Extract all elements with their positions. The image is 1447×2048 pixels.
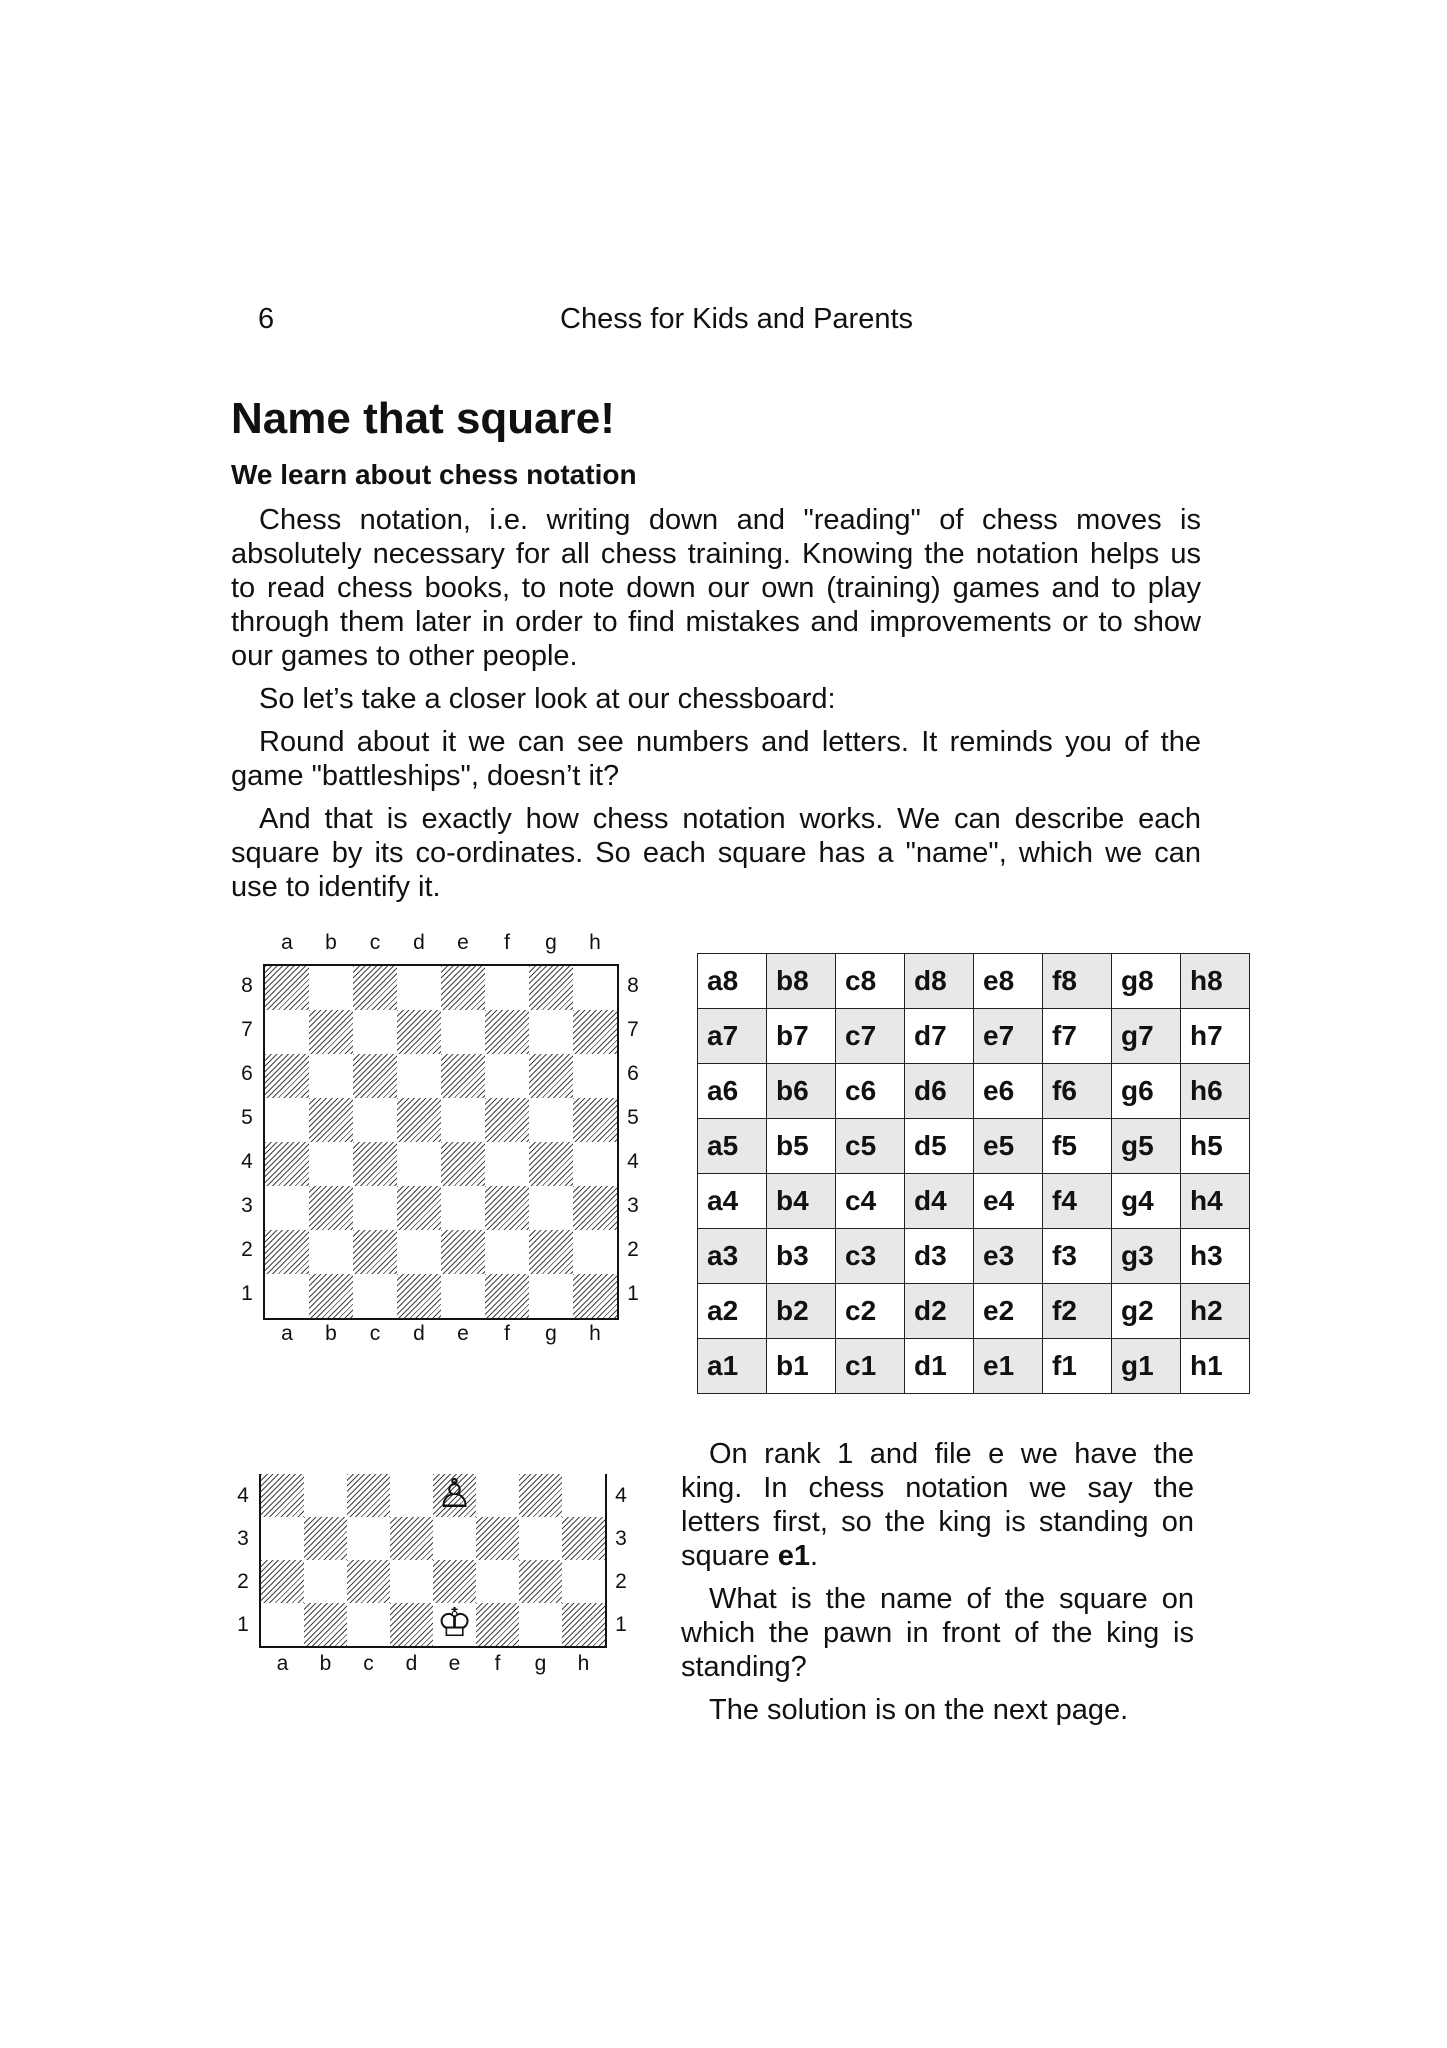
square-name-cell: b6 — [767, 1064, 836, 1119]
board-square — [485, 1098, 529, 1142]
file-label: e — [457, 931, 469, 954]
board-square — [485, 1010, 529, 1054]
file-label: h — [577, 1652, 590, 1675]
square-name-cell: a3 — [698, 1229, 767, 1284]
board-square — [562, 1560, 605, 1603]
rank-label: 6 — [241, 1062, 253, 1085]
rank-label: 7 — [627, 1018, 639, 1041]
rank-label: 4 — [627, 1150, 639, 1173]
board-square — [265, 1230, 309, 1274]
rank-label: 3 — [237, 1526, 249, 1550]
board-square — [309, 966, 353, 1010]
board-square — [441, 1010, 485, 1054]
file-label: g — [545, 1322, 557, 1345]
rank-label: 3 — [627, 1194, 639, 1217]
square-name-cell: d8 — [905, 954, 974, 1009]
rank-label: 7 — [241, 1018, 253, 1041]
board-square — [397, 1186, 441, 1230]
square-name-cell: c2 — [836, 1284, 905, 1339]
board-square — [309, 1098, 353, 1142]
page-number: 6 — [258, 303, 275, 335]
paragraph: What is the name of the square on which the pawn in front of the king is standing? — [681, 1583, 1194, 1683]
board-grid — [263, 964, 619, 1320]
square-name-cell: e5 — [974, 1119, 1043, 1174]
board-square — [573, 1274, 617, 1318]
file-label: d — [405, 1652, 418, 1675]
board-square — [265, 966, 309, 1010]
board-square — [390, 1474, 433, 1517]
square-name-cell: a5 — [698, 1119, 767, 1174]
file-label: e — [457, 1322, 469, 1345]
paragraph: And that is exactly how chess notation works. We can describe each square by its co-ordinates. So each square has a "name", which we can use to identify it. — [231, 803, 1201, 903]
file-label: c — [369, 931, 381, 954]
square-name-cell: e8 — [974, 954, 1043, 1009]
file-label: a — [281, 931, 293, 954]
rank-label: 1 — [627, 1282, 639, 1305]
square-name-cell: e3 — [974, 1229, 1043, 1284]
rank-label: 1 — [237, 1612, 249, 1636]
rank-label: 4 — [237, 1483, 249, 1507]
board-square — [397, 1230, 441, 1274]
board-square — [390, 1517, 433, 1560]
square-name-cell: g7 — [1112, 1009, 1181, 1064]
board-square — [519, 1560, 562, 1603]
board-square — [441, 1186, 485, 1230]
board-square — [562, 1517, 605, 1560]
file-label: g — [534, 1652, 547, 1675]
square-name-cell: h4 — [1181, 1174, 1250, 1229]
board-square — [347, 1517, 390, 1560]
board-square — [304, 1474, 347, 1517]
square-name-cell: f8 — [1043, 954, 1112, 1009]
table-row — [698, 1174, 1250, 1229]
square-name-cell: d5 — [905, 1119, 974, 1174]
square-name-cell: f2 — [1043, 1284, 1112, 1339]
square-name-cell: c7 — [836, 1009, 905, 1064]
board-square — [441, 1098, 485, 1142]
board-square — [309, 1230, 353, 1274]
white-pawn-icon: ♙ — [436, 1471, 473, 1516]
rank-label: 3 — [241, 1194, 253, 1217]
board-square — [441, 966, 485, 1010]
square-name-cell: c1 — [836, 1339, 905, 1394]
square-name-cell: f1 — [1043, 1339, 1112, 1394]
file-label: a — [276, 1652, 289, 1675]
section-subtitle: We learn about chess notation — [231, 459, 637, 490]
board-square — [519, 1603, 562, 1646]
board-square — [353, 1274, 397, 1318]
board-square — [519, 1474, 562, 1517]
board-square — [573, 1142, 617, 1186]
table-row — [698, 1229, 1250, 1284]
square-name-cell: e1 — [974, 1339, 1043, 1394]
square-name-cell: g4 — [1112, 1174, 1181, 1229]
board-square — [353, 1230, 397, 1274]
board-square — [529, 1098, 573, 1142]
side-text-part: . — [810, 1540, 819, 1572]
board-square — [265, 1274, 309, 1318]
board-square — [485, 966, 529, 1010]
rank-label: 2 — [237, 1569, 249, 1593]
board-square — [304, 1603, 347, 1646]
file-label: d — [413, 931, 425, 954]
square-name-cell: b5 — [767, 1119, 836, 1174]
side-text-part: On rank 1 and file e we have the king. In chess notation we say the letters first, so the king is standing on square — [681, 1438, 1194, 1572]
board-square — [353, 966, 397, 1010]
square-name-cell: a2 — [698, 1284, 767, 1339]
board-square — [573, 1186, 617, 1230]
square-name-cell: f7 — [1043, 1009, 1112, 1064]
paragraph: Round about it we can see numbers and letters. It reminds you of the game "battleships", doesn’t it? — [231, 726, 1201, 792]
square-name-cell: e7 — [974, 1009, 1043, 1064]
board-square — [353, 1098, 397, 1142]
file-label: c — [369, 1322, 381, 1345]
board-square — [265, 1142, 309, 1186]
board-square — [309, 1186, 353, 1230]
board-square — [573, 1098, 617, 1142]
square-name-cell: h1 — [1181, 1339, 1250, 1394]
paragraph: So let’s take a closer look at our chessboard: — [259, 683, 836, 715]
rank-label: 1 — [241, 1282, 253, 1305]
board-square — [347, 1474, 390, 1517]
table-row — [698, 954, 1250, 1009]
board-square — [562, 1603, 605, 1646]
square-name-cell: f4 — [1043, 1174, 1112, 1229]
board-square — [397, 1054, 441, 1098]
square-name-cell: g6 — [1112, 1064, 1181, 1119]
rank-label: 2 — [627, 1238, 639, 1261]
paragraph: The solution is on the next page. — [709, 1694, 1129, 1726]
board-square — [476, 1560, 519, 1603]
file-label: h — [589, 1322, 601, 1345]
board-square — [397, 1010, 441, 1054]
board-square — [529, 1054, 573, 1098]
board-square — [529, 1142, 573, 1186]
rank-label: 1 — [615, 1612, 627, 1636]
square-name-cell: d2 — [905, 1284, 974, 1339]
board-square — [390, 1603, 433, 1646]
board-square — [397, 1274, 441, 1318]
board-square — [441, 1274, 485, 1318]
board-square — [309, 1274, 353, 1318]
square-name-cell: a7 — [698, 1009, 767, 1064]
board-square — [519, 1517, 562, 1560]
table-row — [698, 1009, 1250, 1064]
square-name-cell: f3 — [1043, 1229, 1112, 1284]
board-square — [304, 1517, 347, 1560]
square-name-cell: a1 — [698, 1339, 767, 1394]
file-label: f — [494, 1652, 501, 1675]
running-head: Chess for Kids and Parents — [560, 303, 914, 335]
board-square — [261, 1560, 304, 1603]
rank-label: 5 — [627, 1106, 639, 1129]
square-name-cell: g1 — [1112, 1339, 1181, 1394]
board-square — [353, 1186, 397, 1230]
square-name-cell: a8 — [698, 954, 767, 1009]
rank-label: 2 — [241, 1238, 253, 1261]
file-label: b — [325, 1322, 337, 1345]
board-square — [261, 1517, 304, 1560]
board-square — [265, 1098, 309, 1142]
board-square — [261, 1474, 304, 1517]
board-square — [304, 1560, 347, 1603]
board-square — [562, 1474, 605, 1517]
board-square — [529, 1230, 573, 1274]
board-square — [309, 1010, 353, 1054]
board-square — [485, 1230, 529, 1274]
board-square — [573, 1010, 617, 1054]
board-square — [529, 1274, 573, 1318]
square-name-cell: b7 — [767, 1009, 836, 1064]
emphasized-square: e1 — [777, 1540, 810, 1572]
board-square — [476, 1517, 519, 1560]
board-square — [397, 1142, 441, 1186]
file-label: b — [325, 931, 337, 954]
board-square — [485, 1186, 529, 1230]
square-name-cell: d6 — [905, 1064, 974, 1119]
board-square — [485, 1274, 529, 1318]
rank-label: 2 — [615, 1569, 627, 1593]
paragraph: Chess notation, i.e. writing down and "reading" of chess moves is absolutely necessary for all chess training. Knowing the notation helps us to read chess books, to note down our own (training) games and to play through them later in order to find mistakes and improvements or to show our games to other people. — [231, 504, 1201, 672]
square-name-cell: h8 — [1181, 954, 1250, 1009]
board-square — [397, 1098, 441, 1142]
file-label: a — [281, 1322, 293, 1345]
square-name-cell: f5 — [1043, 1119, 1112, 1174]
square-name-cell: f6 — [1043, 1064, 1112, 1119]
square-name-cell: c6 — [836, 1064, 905, 1119]
side-text — [681, 1437, 1194, 1736]
square-name-cell: h2 — [1181, 1284, 1250, 1339]
table-row — [698, 1119, 1250, 1174]
square-name-cell: c4 — [836, 1174, 905, 1229]
board-square — [433, 1560, 476, 1603]
board-square — [529, 1010, 573, 1054]
board-square — [441, 1230, 485, 1274]
square-name-cell: b4 — [767, 1174, 836, 1229]
square-name-cell: e6 — [974, 1064, 1043, 1119]
file-label: f — [504, 931, 510, 954]
square-name-cell: b8 — [767, 954, 836, 1009]
square-name-cell: d1 — [905, 1339, 974, 1394]
square-name-cell: g2 — [1112, 1284, 1181, 1339]
board-square — [485, 1054, 529, 1098]
file-label: b — [319, 1652, 332, 1675]
board-square — [433, 1517, 476, 1560]
square-name-cell: c5 — [836, 1119, 905, 1174]
board-square — [573, 966, 617, 1010]
board-square — [529, 966, 573, 1010]
board-square — [261, 1603, 304, 1646]
square-name-cell: d4 — [905, 1174, 974, 1229]
square-name-cell: b2 — [767, 1284, 836, 1339]
square-name-cell: c8 — [836, 954, 905, 1009]
board-square — [441, 1142, 485, 1186]
square-name-cell: e2 — [974, 1284, 1043, 1339]
board-square — [397, 966, 441, 1010]
square-name-cell: b3 — [767, 1229, 836, 1284]
table-row — [698, 1064, 1250, 1119]
board-square — [309, 1142, 353, 1186]
square-name-cell: d7 — [905, 1009, 974, 1064]
square-name-cell: c3 — [836, 1229, 905, 1284]
file-label: f — [504, 1322, 510, 1345]
board-square — [441, 1054, 485, 1098]
board-square — [347, 1603, 390, 1646]
square-names-table — [697, 953, 1250, 1394]
rank-label: 3 — [615, 1526, 627, 1550]
board-square — [353, 1010, 397, 1054]
board-square — [353, 1142, 397, 1186]
square-name-cell: a4 — [698, 1174, 767, 1229]
table-row — [698, 1284, 1250, 1339]
board-square — [353, 1054, 397, 1098]
board-square — [265, 1186, 309, 1230]
square-name-cell: h5 — [1181, 1119, 1250, 1174]
square-name-cell: g3 — [1112, 1229, 1181, 1284]
board-square — [476, 1603, 519, 1646]
rank-label: 4 — [615, 1483, 627, 1507]
file-label: g — [545, 931, 557, 954]
square-name-cell: h6 — [1181, 1064, 1250, 1119]
square-name-cell: g5 — [1112, 1119, 1181, 1174]
board-square — [265, 1054, 309, 1098]
square-name-cell: g8 — [1112, 954, 1181, 1009]
square-name-cell: d3 — [905, 1229, 974, 1284]
rank-label: 8 — [627, 974, 639, 997]
board-square — [265, 1010, 309, 1054]
intro-text — [231, 503, 1201, 913]
rank-label: 4 — [241, 1150, 253, 1173]
square-name-cell: e4 — [974, 1174, 1043, 1229]
board-square — [485, 1142, 529, 1186]
file-label: e — [448, 1652, 461, 1675]
white-king-icon: ♔ — [436, 1600, 473, 1645]
board-square — [309, 1054, 353, 1098]
board-square — [476, 1474, 519, 1517]
board-square — [390, 1560, 433, 1603]
square-name-cell: h7 — [1181, 1009, 1250, 1064]
page-title: Name that square! — [231, 394, 615, 443]
file-label: c — [363, 1652, 374, 1675]
square-name-cell: a6 — [698, 1064, 767, 1119]
board-square — [347, 1560, 390, 1603]
board-square — [573, 1230, 617, 1274]
file-label: d — [413, 1322, 425, 1345]
board-square — [573, 1054, 617, 1098]
table-row — [698, 1339, 1250, 1394]
rank-label: 6 — [627, 1062, 639, 1085]
square-name-cell: h3 — [1181, 1229, 1250, 1284]
paragraph — [681, 1437, 1194, 1573]
board-square — [529, 1186, 573, 1230]
file-label: h — [589, 931, 601, 954]
rank-label: 5 — [241, 1106, 253, 1129]
rank-label: 8 — [241, 974, 253, 997]
square-name-cell: b1 — [767, 1339, 836, 1394]
